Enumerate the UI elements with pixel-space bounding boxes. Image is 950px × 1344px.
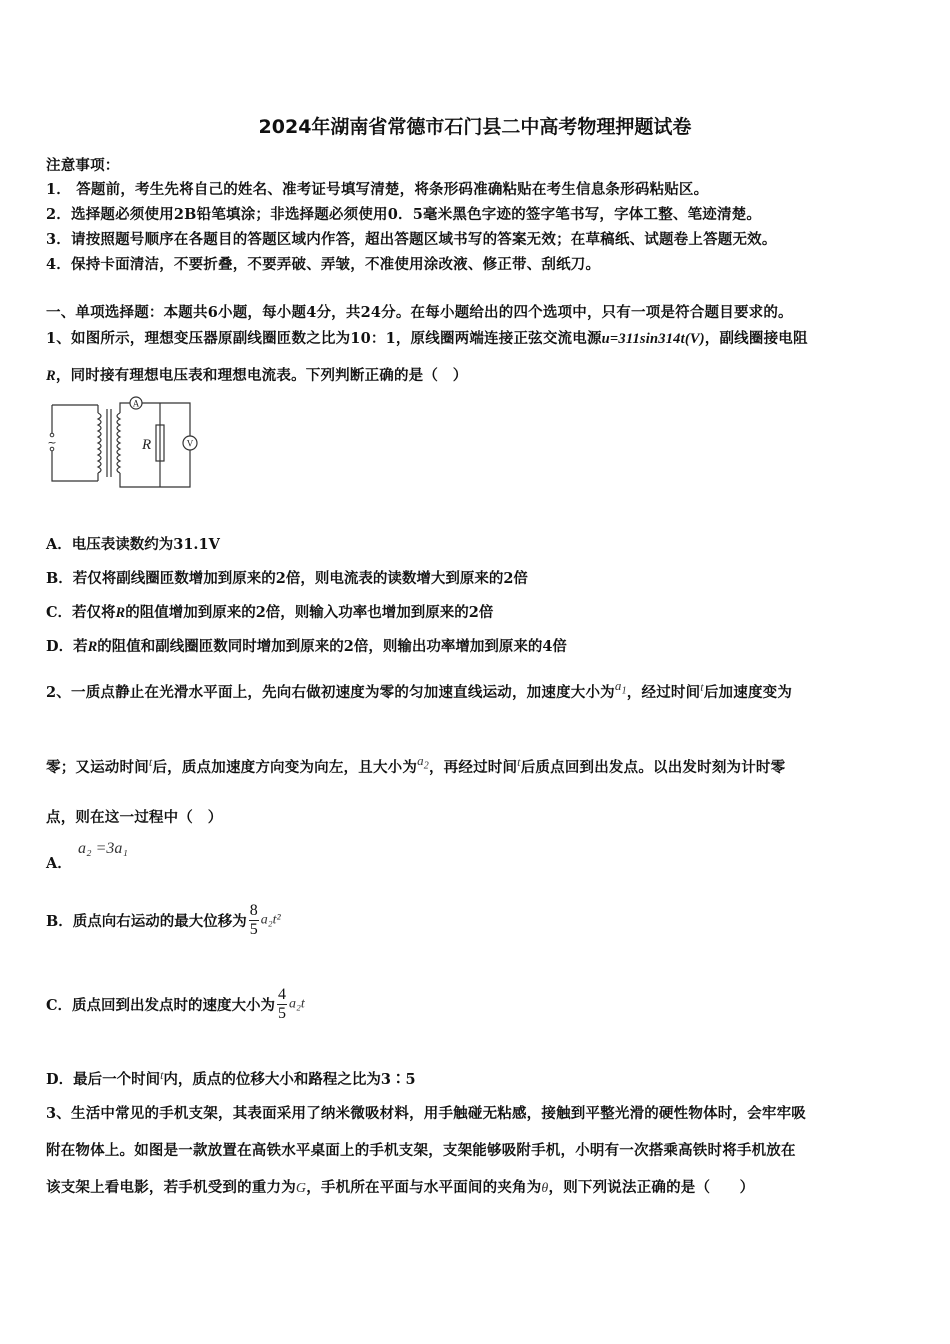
voltmeter-label: V — [186, 438, 194, 449]
q2-t: t — [700, 680, 704, 694]
q2-a1: $a_1$ — [614, 678, 627, 697]
q1-var-r: R — [46, 368, 56, 384]
page-title: 2024年湖南省常德市石门县二中高考物理押题试卷 — [258, 116, 692, 138]
q2-option-b-tail: a₂t² — [260, 912, 281, 928]
resistor-label: R — [142, 437, 152, 453]
notice-item-4: 4．保持卡面清洁，不要折叠，不要弄破、弄皱，不准使用涂改液、修正带、刮纸刀。 — [46, 256, 601, 273]
q3-text-3: ，则下列说法正确的是（ ） — [548, 1179, 755, 1196]
notice-item-1: 1． 答题前，考生先将自己的姓名、准考证号填写清楚，将条形码准确粘贴在考生信息条形码粘贴区。 — [46, 181, 709, 198]
q1-option-c-text: C．若仅将 — [46, 604, 116, 621]
voltmeter-icon — [183, 436, 197, 450]
ammeter-label: A — [132, 398, 140, 409]
q1-stem-text-tail: ，副线圈接电阻 — [704, 330, 808, 347]
q1-option-c[interactable] — [46, 601, 493, 622]
q1-option-d[interactable] — [46, 635, 567, 656]
ac-source-label: ~ — [47, 436, 57, 449]
q2-option-c[interactable] — [46, 986, 305, 1023]
q2-text-4: 零；又运动时间 — [46, 759, 149, 776]
q2-stem-line3: 点，则在这一过程中（ ） — [46, 809, 223, 826]
q1-option-c-var: R — [115, 605, 126, 621]
q1-stem-line2 — [46, 364, 467, 385]
q2-text-6: ，再经过时间 — [428, 759, 518, 776]
q2-text-2: ，经过时间 — [626, 684, 701, 701]
q3-text-2: ，手机所在平面与水平面间的夹角为 — [306, 1179, 542, 1196]
q2-option-d-text: D．最后一个时间 — [46, 1071, 161, 1088]
q2-text-3: 后加速度变为 — [703, 684, 793, 701]
q2-option-d[interactable] — [46, 1068, 416, 1089]
transformer-circuit-figure — [40, 393, 200, 493]
q2-option-a-formula: a₂ =3a₁ — [78, 840, 128, 857]
ammeter-icon — [130, 397, 142, 409]
q1-option-b[interactable]: B．若仅将副线圈匝数增加到原来的2倍，则电流表的读数增大到原来的2倍 — [46, 570, 528, 587]
q1-stem-text: 1、如图所示，理想变压器原副线圈匝数之比为10：1，原线圈两端连接正弦交流电源 — [46, 330, 602, 347]
q3-text-1: 该支架上看电影，若手机受到的重力为 — [46, 1179, 296, 1196]
q2-a2: $a_2$ — [417, 753, 429, 772]
q2-text-5: 后，质点加速度方向变为向左，且大小为 — [152, 759, 418, 776]
q2-option-c-text: C．质点回到出发点时的速度大小为 — [46, 997, 276, 1014]
notice-heading: 注意事项： — [46, 157, 120, 174]
q1-option-a[interactable]: A．电压表读数约为31.1V — [46, 536, 220, 553]
q1-option-c-tail: 的阻值增加到原来的2倍，则输入功率也增加到原来的2倍 — [125, 604, 494, 621]
q2-option-b[interactable] — [46, 902, 281, 939]
q1-option-d-tail: 的阻值和副线圈匝数同时增加到原来的2倍，则输出功率增加到原来的4倍 — [97, 638, 567, 655]
q2-option-b-fraction: $\frac{8}{5}$ — [249, 902, 258, 938]
notice-item-2: 2．选择题必须使用2B铅笔填涂；非选择题必须使用0．5毫米黑色字迹的签字笔书写，字体工整、笔迹清楚。 — [46, 206, 762, 223]
q3-stem-line1: 3、生活中常见的手机支架，其表面采用了纳米微吸材料，用手触碰无粘感，接触到平整光滑的硬性物体时，会牢牢吸 — [46, 1105, 806, 1122]
q1-formula: u=311sin314t(V) — [601, 331, 705, 347]
q1-stem-line1 — [46, 327, 808, 348]
q2-stem-line1 — [46, 678, 793, 704]
q3-stem-line2: 附在物体上。如图是一款放置在高铁水平桌面上的手机支架，支架能够吸附手机，小明有一次搭乘高铁时将手机放在 — [46, 1142, 796, 1159]
q3-theta-var: θ — [541, 1181, 549, 1196]
q2-stem-line2 — [46, 753, 786, 779]
q1-stem-text2: ，同时接有理想电压表和理想电流表。下列判断正确的是（ ） — [55, 367, 468, 384]
q2-option-c-fraction: $\frac{4}{5}$ — [278, 986, 287, 1022]
q2-option-b-text: B．质点向右运动的最大位移为 — [46, 913, 247, 930]
q2-t3: t — [517, 755, 521, 769]
q2-option-d-tail: 内，质点的位移大小和路程之比为3∶5 — [163, 1071, 416, 1088]
q3-stem-line3 — [46, 1176, 754, 1197]
q2-text-1: 2、一质点静止在光滑水平面上，先向右做初速度为零的匀加速直线运动，加速度大小为 — [46, 684, 615, 701]
q2-option-a-label: A． — [46, 855, 72, 872]
q3-gravity-var: G — [295, 1181, 307, 1196]
section-heading: 一、单项选择题：本题共6小题，每小题4分，共24分。在每小题给出的四个选项中，只有一项是符合题目要求的。 — [46, 304, 793, 321]
q2-option-a[interactable] — [46, 852, 72, 873]
q2-option-c-tail: a₂t — [289, 996, 305, 1012]
q1-option-d-var: R — [87, 639, 98, 655]
q2-t2: t — [148, 755, 153, 769]
notice-item-3: 3．请按照题号顺序在各题目的答题区域内作答，超出答题区域书写的答案无效；在草稿纸、试题卷上答题无效。 — [46, 231, 777, 248]
q2-option-d-var: t — [160, 1068, 164, 1082]
q2-text-7: 后质点回到出发点。以出发时刻为计时零 — [520, 759, 786, 776]
q1-option-d-text: D．若 — [46, 638, 88, 655]
ac-source-icon — [47, 433, 56, 451]
